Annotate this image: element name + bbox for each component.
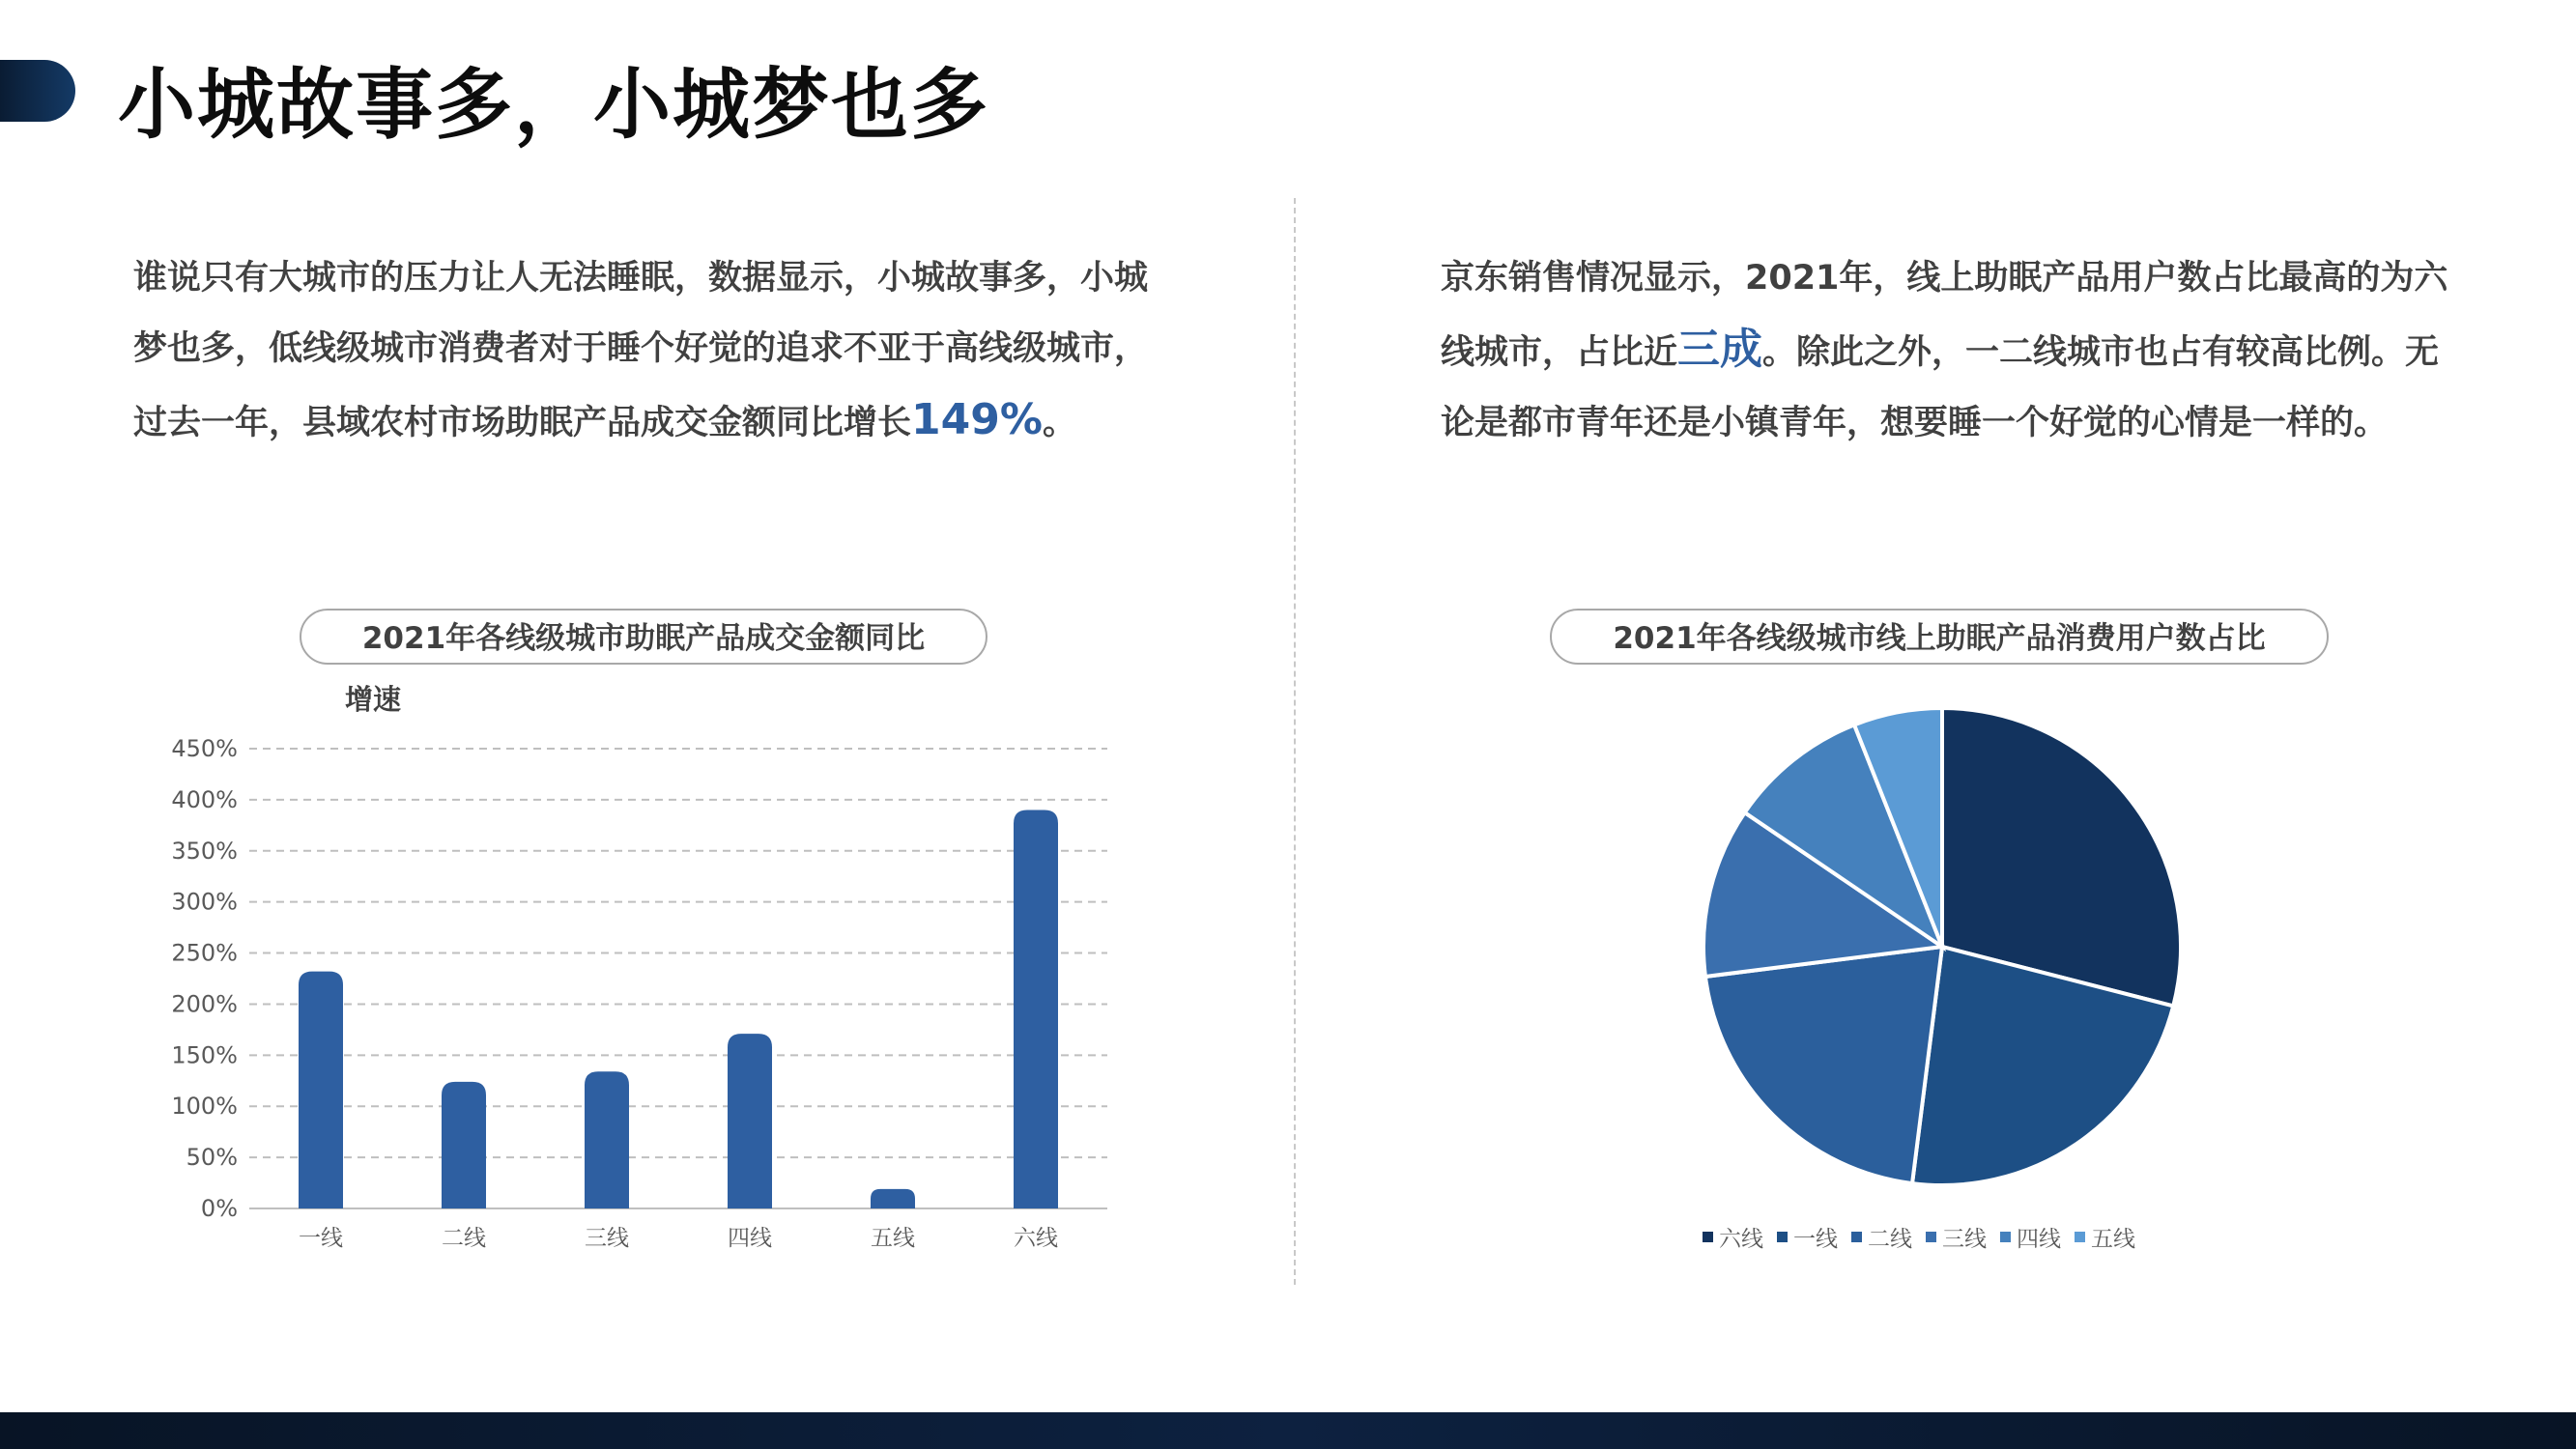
legend-swatch [1926,1232,1936,1242]
bar-chart-title-continued: 增速 [345,683,402,716]
y-tick-label: 400% [171,785,238,813]
legend-swatch [1777,1232,1788,1242]
legend-item [1851,1221,1912,1253]
legend-label: 四线 [2017,1227,2061,1252]
y-tick-label: 200% [171,990,238,1018]
legend-swatch [2000,1232,2011,1242]
bar-六线 [1014,810,1058,1208]
legend-label: 六线 [1719,1227,1763,1252]
right-paragraph-text: 京东销售情况显示，2021年，线上助眠产品用户数占比最高的为六线城市，占比近 [1441,259,2448,372]
x-category-label: 三线 [585,1226,629,1251]
legend-label: 三线 [1942,1227,1987,1252]
y-tick-label: 150% [171,1041,238,1069]
legend-item [1703,1221,1763,1253]
pie-slice-二线 [1705,947,1942,1183]
legend-swatch [1703,1232,1713,1242]
legend-item [1926,1221,1987,1253]
bar-chart-title: 2021年各线级城市助眠产品成交金额同比 [300,609,987,665]
legend-item [1777,1221,1838,1253]
footer-bar [0,1412,2576,1449]
bar-三线 [585,1071,629,1208]
legend-swatch [2075,1232,2085,1242]
legend-item [2000,1221,2061,1253]
left-paragraph-end: 。 [1042,404,1076,442]
right-paragraph-end: 。除此之外，一二线城市也占有较高比例。无论是都市青年还是小镇青年，想要睡一个好觉的心情是一样的。 [1441,333,2440,442]
y-tick-label: 250% [171,939,238,967]
y-tick-label: 50% [186,1144,238,1172]
y-tick-label: 100% [171,1093,238,1121]
bar-四线 [728,1034,772,1208]
legend-label: 二线 [1868,1227,1912,1252]
x-category-label: 二线 [442,1226,486,1251]
pie-legend [1703,1221,2135,1253]
x-category-label: 一线 [299,1226,343,1251]
bar-一线 [299,972,343,1208]
legend-label: 五线 [2091,1227,2135,1252]
legend-swatch [1851,1232,1862,1242]
x-category-label: 四线 [728,1226,772,1251]
right-highlight-value: 三成 [1677,325,1763,374]
page-title: 小城故事多，小城梦也多 [118,60,989,150]
x-category-label: 六线 [1014,1226,1058,1251]
pie-chart-title: 2021年各线级城市线上助眠产品消费用户数占比 [1550,609,2329,665]
y-tick-label: 450% [171,735,238,762]
legend-label: 一线 [1793,1227,1838,1252]
x-category-label: 五线 [871,1226,915,1251]
y-tick-label: 0% [200,1195,238,1222]
y-tick-label: 300% [171,888,238,916]
bar-五线 [871,1189,915,1208]
left-paragraph-text: 谁说只有大城市的压力让人无法睡眠，数据显示，小城故事多，小城梦也多，低线级城市消费者对于睡个好觉的追求不亚于高线级城市，过去一年，县域农村市场助眠产品成交金额同比增长 [133,259,1149,442]
legend-item [2075,1221,2135,1253]
y-tick-label: 350% [171,837,238,865]
left-highlight-value: 149% [911,395,1043,444]
bar-二线 [442,1082,486,1208]
